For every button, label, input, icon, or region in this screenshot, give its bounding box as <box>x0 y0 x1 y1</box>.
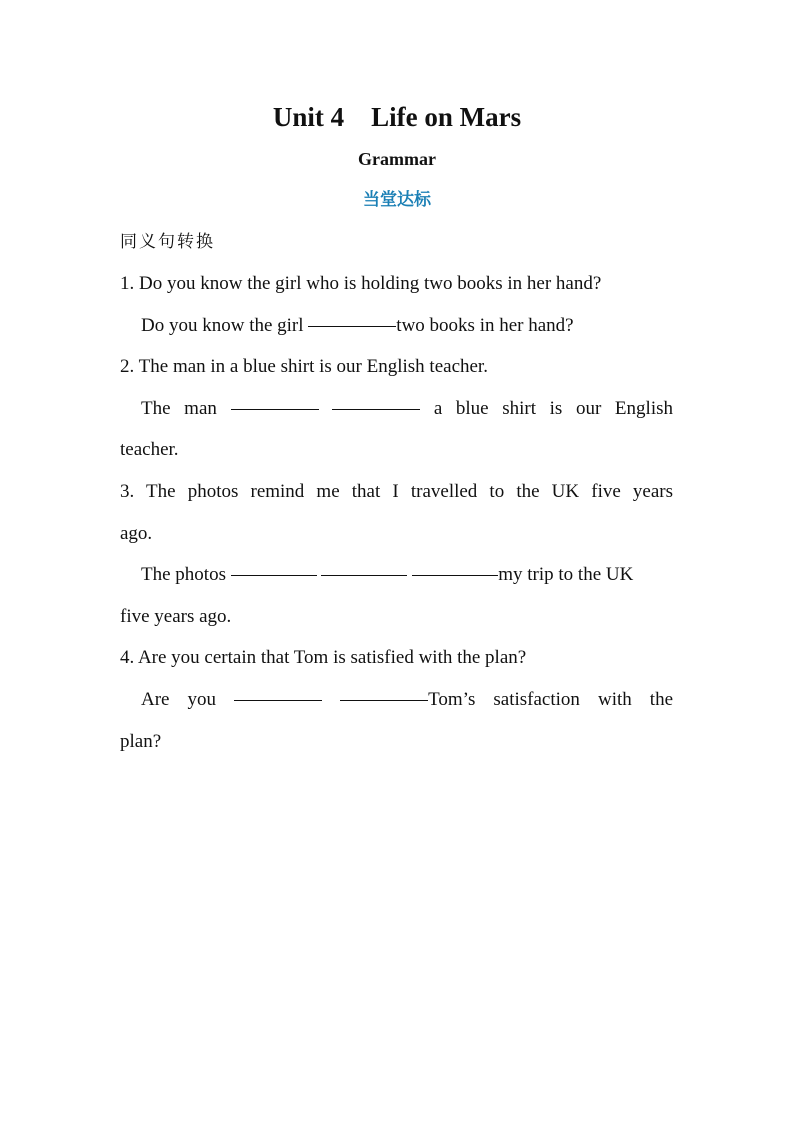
question-3-rewrite-after: my trip to the UK <box>498 564 634 586</box>
question-1-rewrite-after: two books in her hand? <box>396 314 574 336</box>
question-4-rewrite-before: Are you <box>141 688 217 710</box>
question-4-rewrite-after: Tom’s satisfaction with the <box>428 688 674 710</box>
question-2-rewrite-continued: teacher. <box>120 439 179 461</box>
section-tag: 当堂达标 <box>363 190 431 210</box>
question-3-blank-3[interactable] <box>412 574 498 576</box>
question-4-rewrite-continued: plan? <box>120 730 162 752</box>
page-title: Unit 4 Life on Mars <box>272 102 522 132</box>
question-1-blank-1[interactable] <box>308 325 396 327</box>
question-3-rewrite <box>120 554 673 596</box>
exercise-instruction: 同义句转换 <box>120 232 215 252</box>
question-3-original: 3. The photos remind me that I travelled to the UK five years <box>120 480 673 502</box>
question-2-blank-2[interactable] <box>332 408 420 410</box>
question-2-original: 2. The man in a blue shirt is our English teacher. <box>120 356 488 378</box>
question-4-original: 4. Are you certain that Tom is satisfied with the plan? <box>120 647 527 669</box>
question-3-blank-1[interactable] <box>231 574 317 576</box>
question-4-rewrite <box>120 679 673 721</box>
question-1-rewrite-before: Do you know the girl <box>141 314 304 336</box>
question-2-blank-1[interactable] <box>231 408 319 410</box>
question-3-rewrite-continued: five years ago. <box>120 605 232 627</box>
question-4-blank-1[interactable] <box>234 699 322 701</box>
question-1-original: 1. Do you know the girl who is holding two books in her hand? <box>120 273 602 294</box>
question-2-rewrite <box>120 388 673 430</box>
exercise-body <box>120 263 673 762</box>
page-subtitle: Grammar <box>358 149 436 169</box>
question-4-blank-2[interactable] <box>340 699 428 701</box>
question-1-rewrite <box>120 305 673 347</box>
question-3-blank-2[interactable] <box>321 574 407 576</box>
question-2-rewrite-before: The man <box>141 397 217 419</box>
question-4-rewrite-tail <box>340 689 673 710</box>
question-2-rewrite-after: a blue shirt is our English <box>433 397 673 419</box>
question-3-rewrite-before: The photos <box>141 564 226 586</box>
question-3-original-continued: ago. <box>120 522 153 544</box>
